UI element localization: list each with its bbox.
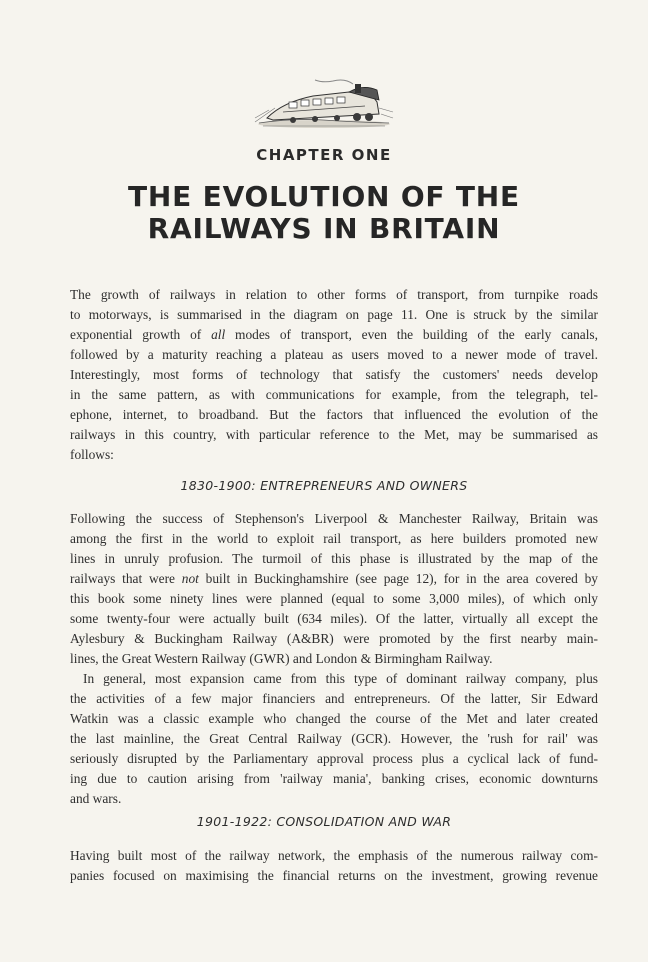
text-line: and wars. bbox=[70, 791, 122, 806]
text-line: some twenty-four were actually built (634 miles). Of the latter, virtually all except the bbox=[70, 611, 598, 626]
text-line: panies focused on maximising the financial returns on the investment, growing revenue bbox=[70, 868, 598, 883]
text-line: railways in this country, with particular reference to the Met, may be summarised as bbox=[70, 427, 598, 442]
text-line bbox=[70, 325, 598, 345]
section-paragraph bbox=[70, 509, 598, 809]
chapter-title-line: RAILWAYS IN BRITAIN bbox=[147, 212, 501, 245]
text-line: Watkin was a classic example who changed the course of the Met and later created bbox=[70, 711, 598, 726]
section-paragraph bbox=[70, 846, 598, 886]
text-line: Following the success of Stephenson's Liverpool & Manchester Railway, Britain was bbox=[70, 511, 598, 526]
text-line: ing due to caution arising from 'railway mania', banking crises, economic downturns bbox=[70, 771, 598, 786]
text-line: follows: bbox=[70, 447, 114, 462]
text-line: The growth of railways in relation to other forms of transport, from turnpike roads bbox=[70, 287, 598, 302]
text-run: modes of transport, even the building of the early canals, bbox=[225, 327, 598, 342]
text-line: lines, the Great Western Railway (GWR) and London & Birmingham Railway. bbox=[70, 651, 493, 666]
text-line: to motorways, is summarised in the diagram on page 11. One is struck by the similar bbox=[70, 307, 598, 322]
text-line: followed by a maturity reaching a plateau as users moved to a newer mode of travel. bbox=[70, 347, 598, 362]
chapter-title-line: THE EVOLUTION OF THE bbox=[128, 180, 520, 213]
text-line: in the same pattern, as with communications for example, from the telegraph, tel- bbox=[70, 387, 598, 402]
text-line: this book some ninety lines were planned (equal to some 3,000 miles), of which only bbox=[70, 591, 598, 606]
steam-train-engraving-icon bbox=[253, 78, 395, 130]
text-line: among the first in the world to exploit rail transport, as here builders promoted new bbox=[70, 531, 598, 546]
text-line: ephone, internet, to broadband. But the factors that influenced the evolution of the bbox=[70, 407, 598, 422]
chapter-label: CHAPTER ONE bbox=[256, 146, 392, 164]
text-line: the last mainline, the Great Central Railway (GCR). However, the 'rush for rail' was bbox=[70, 731, 598, 746]
text-line bbox=[70, 569, 598, 589]
text-line: the activities of a few major financiers and entrepreneurs. Of the latter, Sir Edward bbox=[70, 691, 598, 706]
text-run: exponential growth of bbox=[70, 327, 212, 342]
text-line: lines in unruly profusion. The turmoil of this phase is illustrated by the map of the bbox=[70, 551, 598, 566]
text-run: railways that were bbox=[70, 571, 182, 586]
section-heading: 1830-1900: ENTREPRENEURS AND OWNERS bbox=[180, 478, 468, 493]
text-line: Having built most of the railway network, the emphasis of the numerous railway com- bbox=[70, 848, 598, 863]
text-run: built in Buckinghamshire (see page 12), for in the area covered by bbox=[198, 571, 598, 586]
text-line: Interestingly, most forms of technology that satisfy the customers' needs develop bbox=[70, 367, 598, 382]
section-heading: 1901-1922: CONSOLIDATION AND WAR bbox=[196, 814, 452, 829]
chapter-title bbox=[0, 181, 648, 245]
emphasis: all bbox=[211, 327, 226, 342]
text-line: Aylesbury & Buckingham Railway (A&BR) were promoted by the first nearby main- bbox=[70, 631, 598, 646]
emphasis: not bbox=[181, 571, 199, 586]
text-line: seriously disrupted by the Parliamentary approval process plus a cyclical lack of fund- bbox=[70, 751, 598, 766]
intro-paragraph bbox=[70, 285, 598, 465]
text-line: In general, most expansion came from this type of dominant railway company, plus bbox=[83, 671, 598, 686]
